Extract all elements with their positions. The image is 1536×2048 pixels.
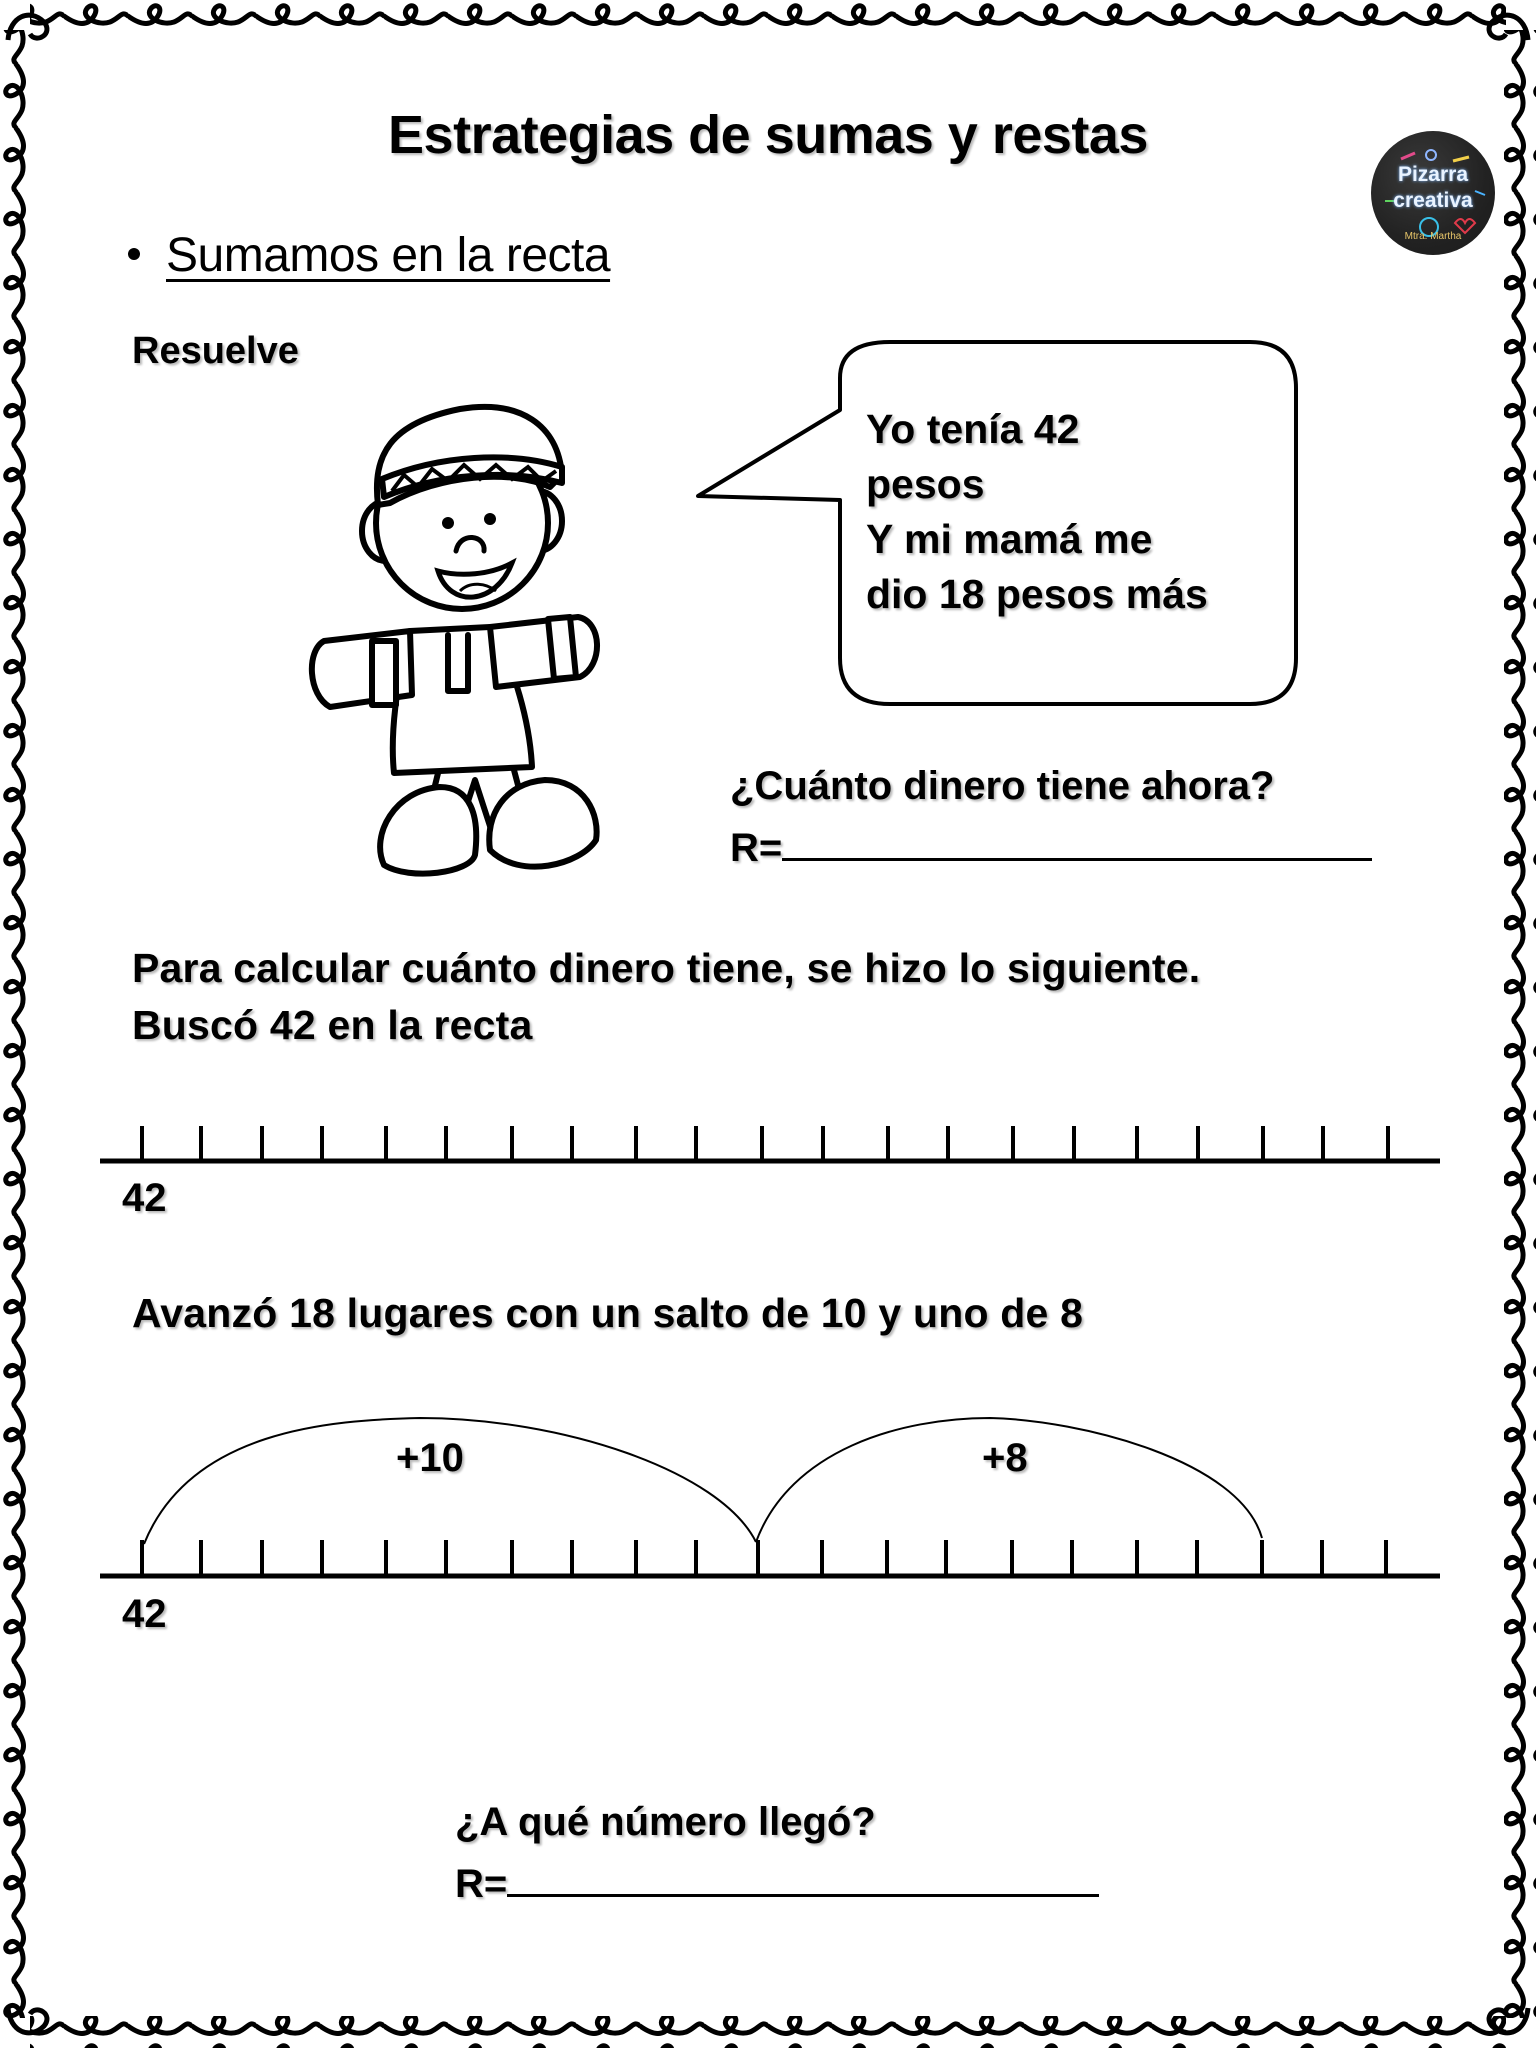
answer-1-prefix: R= bbox=[730, 826, 783, 870]
jump-label-8: +8 bbox=[982, 1436, 1028, 1480]
answer-2-row bbox=[455, 1856, 1099, 1907]
answer-2-field[interactable] bbox=[507, 1856, 1099, 1897]
question-1: ¿Cuánto dinero tiene ahora? bbox=[730, 764, 1275, 808]
explanation-text bbox=[132, 940, 1200, 1054]
cartoon-boy-with-cap-icon bbox=[300, 395, 680, 885]
number-line-2 bbox=[0, 1410, 1536, 1600]
speech-bubble-text bbox=[866, 402, 1208, 622]
logo-signature: Mtra. Martha bbox=[1404, 231, 1462, 242]
jump-instruction: Avanzó 18 lugares con un salto de 10 y uno de 8 bbox=[132, 1290, 1084, 1336]
section-heading bbox=[128, 228, 622, 283]
instruction-label: Resuelve bbox=[132, 330, 299, 372]
number-line-1 bbox=[0, 1120, 1536, 1180]
speech-line: Yo tenía 42 bbox=[866, 406, 1080, 452]
logo-line-2: creativa bbox=[1393, 189, 1473, 212]
speech-line: pesos bbox=[866, 461, 985, 507]
explanation-line-2: Buscó 42 en la recta bbox=[132, 1002, 533, 1048]
jump-label-10: +10 bbox=[396, 1436, 464, 1480]
answer-2-prefix: R= bbox=[455, 1862, 508, 1906]
logo-line-1: Pizarra bbox=[1397, 163, 1469, 186]
answer-1-row bbox=[730, 820, 1372, 871]
pizarra-creativa-logo bbox=[1371, 131, 1495, 255]
question-2: ¿A qué número llegó? bbox=[455, 1800, 876, 1844]
number-line-2-start-label: 42 bbox=[122, 1592, 167, 1636]
speech-line: Y mi mamá me bbox=[866, 516, 1153, 562]
number-line-1-start-label: 42 bbox=[122, 1176, 167, 1220]
speech-line: dio 18 pesos más bbox=[866, 571, 1208, 617]
answer-1-field[interactable] bbox=[782, 820, 1372, 861]
page-title: Estrategias de sumas y restas bbox=[388, 105, 1148, 165]
section-heading-text: Sumamos en la recta bbox=[166, 229, 611, 282]
explanation-line-1: Para calcular cuánto dinero tiene, se hizo lo siguiente. bbox=[132, 945, 1201, 991]
bullet-icon bbox=[128, 248, 140, 260]
